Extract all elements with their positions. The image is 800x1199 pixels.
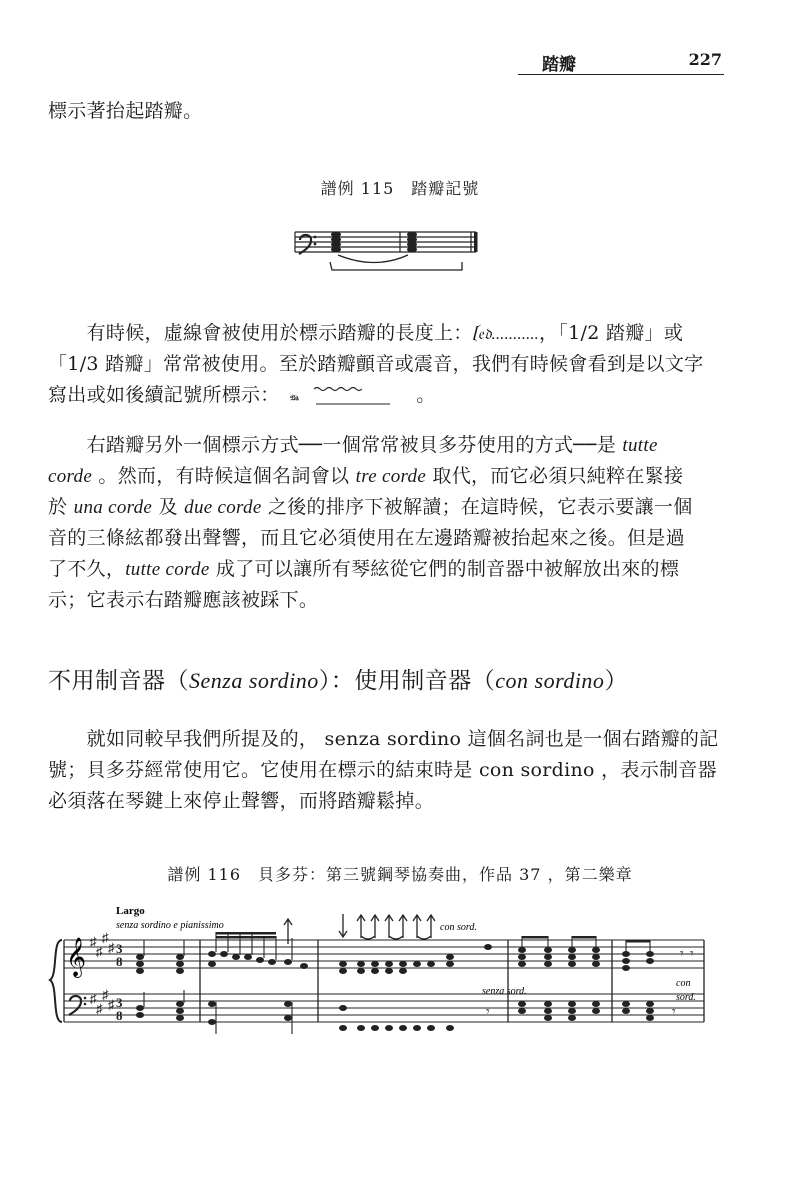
svg-text:♯: ♯ bbox=[108, 997, 115, 1012]
svg-text:𝆮: 𝆮 bbox=[287, 393, 299, 409]
svg-text:♯: ♯ bbox=[96, 1001, 103, 1016]
paragraph-1-line-2: 「1/3 踏瓣」常常被使用。至於踏瓣顫音或震音，我們有時候會看到是以文字 bbox=[48, 353, 704, 375]
svg-text:𝄾: 𝄾 bbox=[690, 947, 694, 962]
svg-text:𝄾: 𝄾 bbox=[672, 1005, 676, 1020]
paragraph-3-line-3: 必須落在琴鍵上來停止聲響，而將踏瓣鬆掉。 bbox=[48, 790, 435, 812]
senza-sord: senza sord. bbox=[482, 986, 527, 997]
svg-text:♯: ♯ bbox=[96, 944, 103, 959]
svg-text:♯: ♯ bbox=[102, 987, 109, 1002]
expression-marking: senza sordino e pianissimo bbox=[116, 920, 224, 931]
pedal-tremolo-mark bbox=[286, 383, 396, 409]
paragraph-2-line-2: corde 。然而，有時候這個名詞會以 tre corde 取代，而它必須只純粹在緊接 bbox=[48, 465, 684, 487]
page-number: 227 bbox=[688, 50, 722, 69]
paragraph-2-line-3: 於 una corde 及 due corde 之後的排序下被解讀；在這時候，它表示要讓一個 bbox=[48, 496, 693, 518]
svg-text:8: 8 bbox=[116, 1008, 123, 1023]
paragraph-2-line-1: 右踏瓣另外一個標示方式──一個常常被貝多芬使用的方式──是 tutte bbox=[86, 434, 658, 456]
sord-2: sord. bbox=[676, 992, 696, 1003]
svg-text:♯: ♯ bbox=[90, 991, 97, 1006]
bass-clef bbox=[299, 235, 311, 254]
svg-text:♯: ♯ bbox=[90, 934, 97, 949]
con-sord-1: con sord. bbox=[440, 922, 477, 933]
paragraph-1-line-3: 寫出或如後續記號所標示： 𝆮 。 bbox=[48, 384, 436, 409]
pedal-bracket bbox=[330, 262, 462, 270]
example-116-caption: 譜例 116 貝多芬：第三號鋼琴協奏曲，作品 37 ，第二樂章 bbox=[167, 865, 633, 884]
example-116-score bbox=[0, 900, 800, 1080]
section-heading: 不用制音器（Senza sordino）：使用制音器（con sordino） bbox=[48, 668, 628, 694]
paragraph-2-line-4: 音的三條絃都發出聲響，而且它必須使用在左邊踏瓣被抬起來之後。但是過 bbox=[48, 527, 685, 549]
svg-text:♯: ♯ bbox=[102, 930, 109, 945]
tempo-marking: Largo bbox=[116, 905, 145, 917]
example-115-caption: 譜例 115 踏瓣記號 bbox=[320, 179, 480, 198]
paragraph-3-line-2: 號；貝多芬經常使用它。它使用在標示的結束時是 con sordino ，表示制音器 bbox=[48, 759, 717, 781]
brace bbox=[50, 940, 62, 1022]
svg-text:3: 3 bbox=[116, 995, 123, 1010]
intro-line: 標示著抬起踏瓣。 bbox=[48, 100, 203, 122]
chapter-title: 踏瓣 bbox=[542, 55, 576, 75]
svg-text:♯: ♯ bbox=[108, 940, 115, 955]
con-2: con bbox=[676, 978, 691, 989]
paragraph-3-line-1: 就如同較早我們所提及的， senza sordino 這個名詞也是一個右踏瓣的記 bbox=[86, 728, 719, 750]
svg-text:𝄾: 𝄾 bbox=[486, 1005, 490, 1020]
svg-text:8: 8 bbox=[116, 954, 123, 969]
example-115-score bbox=[290, 222, 490, 278]
paragraph-1-line-1: 有時候，虛線會被使用於標示踏瓣的長度上：𝄕𝔢𝔡...........，「1/2 踏瓣」或 bbox=[86, 322, 684, 344]
running-header bbox=[518, 50, 724, 75]
svg-text:3: 3 bbox=[116, 941, 123, 956]
paragraph-2-line-6: 示；它表示右踏瓣應該被踩下。 bbox=[48, 589, 319, 611]
paragraph-2-line-5: 了不久，tutte corde 成了可以讓所有琴絃從它們的制音器中被解放出來的標 bbox=[48, 558, 680, 580]
svg-text:𝄾: 𝄾 bbox=[680, 947, 684, 962]
svg-text:𝄞: 𝄞 bbox=[66, 939, 87, 976]
